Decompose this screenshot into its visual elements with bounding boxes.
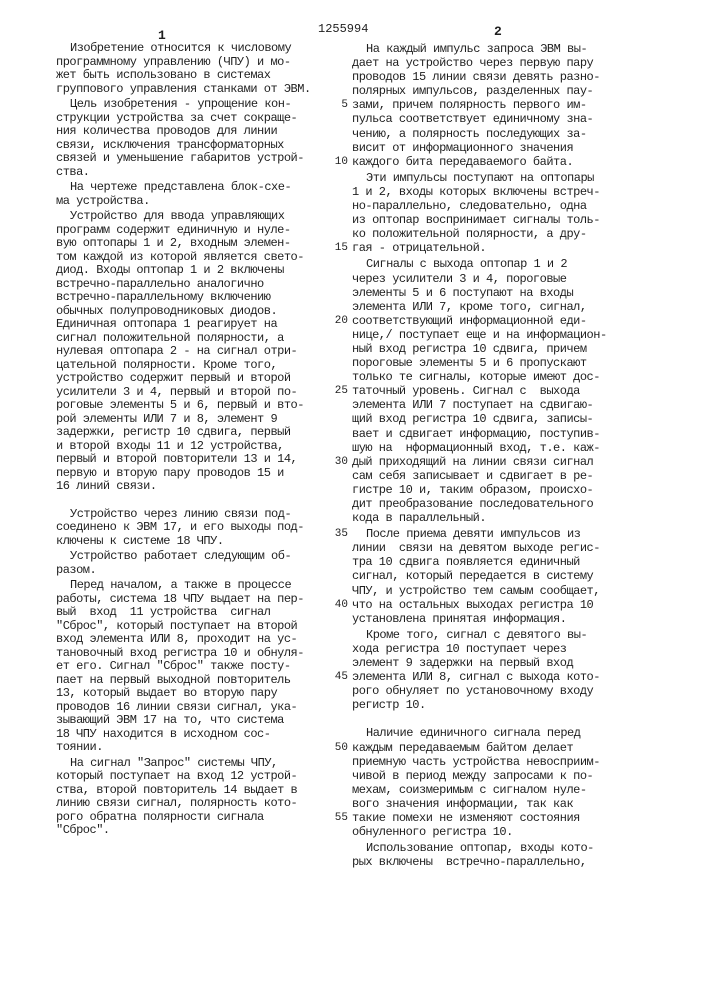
line-text: вую оптопары 1 и 2, входным элемен- [56,236,291,250]
text-line [352,726,652,740]
line-text: встречно-параллельному включению [56,290,270,304]
text-line [352,497,652,511]
text-line [56,83,328,97]
paragraph [56,42,328,96]
line-text: гая - отрицательной. [352,241,486,255]
line-text: хода регистра 10 поступает через [352,642,566,656]
line-text: рой элементы ИЛИ 7 и 8, элемент 9 [56,412,277,426]
text-line [352,227,652,241]
line-text: полярных импульсов, разделенных пау- [352,84,593,98]
line-text: что на остальных выходах регистра 10 [352,598,593,612]
margin-line-number: 30 [332,455,348,469]
text-line [56,413,328,427]
line-text: встречно-параллельно аналогично [56,277,264,291]
line-text: Единичная оптопара 1 реагирует на [56,317,277,331]
text-line [56,620,328,634]
text-line [56,579,328,593]
line-text: вого значения информации, так как [352,797,573,811]
line-text: обычных полупроводниковых диодов. [56,304,277,318]
text-line [352,469,652,483]
margin-line-number: 55 [332,811,348,825]
text-line [56,784,328,798]
text-line [352,455,652,469]
line-text: Эти импульсы поступают на оптопары [366,171,594,185]
line-text: линии связи на девятом выходе регис- [352,541,600,555]
text-line [352,855,652,869]
left-text-column [56,40,328,838]
text-line [352,628,652,642]
text-line [56,714,328,728]
text-line [352,199,652,213]
text-line [352,98,652,112]
text-line [56,359,328,373]
line-text: тра 10 сдвига появляется единичный [352,555,580,569]
text-line [56,195,328,209]
line-text: дит преобразование последовательного [352,497,593,511]
text-line [56,453,328,467]
text-line [352,684,652,698]
text-line [56,166,328,180]
right-page-number: 2 [494,24,502,39]
line-text: такие помехи не изменяют состояния [352,811,580,825]
line-text: работы, система 18 ЧПУ выдает на пер- [56,592,304,606]
line-text: первый и второй повторители 13 и 14, [56,452,297,466]
text-line [352,811,652,825]
line-text: пороговые элементы 5 и 6 пропускают [352,356,587,370]
line-text: Устройство работает следующим об- [70,549,291,563]
line-text: струкции устройства за счет сокраще- [56,111,297,125]
line-text: разом. [56,563,96,577]
line-text: рого обратна полярности сигнала [56,810,264,824]
text-line [352,555,652,569]
line-text: 1 и 2, входы которых включены встреч- [352,185,600,199]
text-line [352,370,652,384]
text-line [352,42,652,56]
text-line [352,598,652,612]
line-text: Цель изобретения - упрощение кон- [70,97,291,111]
text-line [56,372,328,386]
line-text: таточный уровень. Сигнал с выхода [352,384,580,398]
text-line [352,642,652,656]
text-line [56,278,328,292]
paragraph [56,210,328,494]
text-line [352,841,652,855]
text-line [56,56,328,70]
line-text: группового управления станками от ЭВМ. [56,82,311,96]
line-text: Наличие единичного сигнала перед [366,726,580,740]
paragraph [352,841,652,869]
text-line [352,56,652,70]
line-text: который поступает на вход 12 устрой- [56,769,297,783]
text-line [56,770,328,784]
line-text: том каждой из которой является свето- [56,250,304,264]
line-text: "Сброс". [56,823,110,837]
patent-number: 1255994 [318,22,368,36]
text-line [56,42,328,56]
text-line [56,181,328,195]
text-line [352,825,652,839]
paragraph [56,550,328,577]
line-text: каждого бита передаваемого байта. [352,155,573,169]
line-text: тоянии. [56,740,103,754]
paragraph [56,98,328,179]
line-text: зами, причем полярность первого им- [352,98,587,112]
text-line [56,291,328,305]
line-text: гистре 10 и, таким образом, происхо- [352,483,593,497]
line-text: сигнал, который передается в систему [352,569,593,583]
line-text: ства. [56,165,90,179]
line-text: Кроме того, сигнал с девятого вы- [366,628,587,642]
text-line [56,728,328,742]
text-line [56,593,328,607]
line-text: Перед началом, а также в процессе [70,578,291,592]
margin-line-number: 10 [332,155,348,169]
text-line [352,328,652,342]
line-text: На чертеже представлена блок-схе- [70,180,291,194]
line-text: цательной полярности. Кроме того, [56,358,277,372]
text-line [56,125,328,139]
line-text: ма устройства. [56,194,150,208]
line-text: пульса соответствует единичному зна- [352,112,593,126]
text-line [352,569,652,583]
line-text: связей и уменьшение габаритов устрой- [56,151,304,165]
line-text: первую и вторую пару проводов 15 и [56,466,284,480]
text-line [352,412,652,426]
line-text: пает на первый выходной повторитель [56,673,291,687]
line-text: но-параллельно, следовательно, одна [352,199,587,213]
line-text: ЧПУ, и устройство тем самым сообщает, [352,584,600,598]
line-text: диод. Входы оптопар 1 и 2 включены [56,263,284,277]
line-text: На сигнал "Запрос" системы ЧПУ, [70,756,278,770]
paragraph [56,181,328,208]
line-text: ния количества проводов для линии [56,124,277,138]
text-line [352,797,652,811]
text-line [56,224,328,238]
paragraph [352,42,652,169]
line-text: чивой в период между запросами к по- [352,769,593,783]
paragraph [352,628,652,713]
text-line [56,139,328,153]
text-line [352,769,652,783]
text-line [56,741,328,755]
paragraph [352,527,652,626]
line-text: рых включены встречно-параллельно, [352,855,587,869]
text-line [56,660,328,674]
line-text: устройство содержит первый и второй [56,371,291,385]
margin-line-number: 20 [332,314,348,328]
text-line [56,797,328,811]
text-line [352,741,652,755]
line-text: ет его. Сигнал "Сброс" также посту- [56,659,291,673]
line-text: мехам, соизмеримым с сигналом нуле- [352,783,587,797]
text-line [56,687,328,701]
text-line [352,314,652,328]
line-text: 16 линий связи. [56,479,157,493]
line-text: ко положительной полярности, а дру- [352,227,587,241]
margin-line-number: 5 [332,98,348,112]
text-line [352,612,652,626]
text-line [56,98,328,112]
line-text: Устройство для ввода управляющих [70,209,284,223]
line-text: программ содержит единичную и нуле- [56,223,291,237]
text-line [352,185,652,199]
text-line [352,286,652,300]
line-text: ства, второй повторитель 14 выдает в [56,783,297,797]
line-text: 18 ЧПУ находится в исходном сос- [56,727,270,741]
text-line [56,521,328,535]
line-text: Устройство через линию связи под- [70,507,291,521]
line-text: ный вход регистра 10 сдвига, причем [352,342,587,356]
text-line [352,783,652,797]
line-text: Использование оптопар, входы кото- [366,841,594,855]
margin-line-number: 25 [332,384,348,398]
line-text: тановочный вход регистра 10 и обнуля- [56,646,304,660]
line-text: каждым передаваемым байтом делает [352,741,573,755]
text-line [352,384,652,398]
paragraph [352,171,652,256]
line-text: дый приходящий на линии связи сигнал [352,455,593,469]
line-text: вход элемента ИЛИ 8, проходит на ус- [56,632,297,646]
text-line [56,332,328,346]
text-line [352,342,652,356]
text-line [56,318,328,332]
line-text: Изобретение относится к числовому [70,41,291,55]
line-text: "Сброс", который поступает на второй [56,619,297,633]
line-text: нулевая оптопара 2 - на сигнал отри- [56,344,297,358]
line-text: нице,/ поступает еще и на информацион- [352,328,607,342]
text-line [352,141,652,155]
line-text: элементы 5 и 6 поступают на входы [352,286,573,300]
text-line [352,541,652,555]
line-text: кода в параллельный. [352,511,486,525]
text-line [56,824,328,838]
line-text: усилители 3 и 4, первый и второй по- [56,385,297,399]
text-line [56,264,328,278]
text-line [352,300,652,314]
line-text: щий вход регистра 10 сдвига, записы- [352,412,593,426]
margin-line-number: 35 [332,527,348,541]
text-line [56,757,328,771]
paragraph [56,757,328,838]
text-line [352,272,652,286]
text-line [352,511,652,525]
line-text: из оптопар воспринимает сигналы толь- [352,213,600,227]
margin-line-number: 15 [332,241,348,255]
paragraph [56,508,328,549]
line-text: сигнал положительной полярности, а [56,331,284,345]
line-text: установлена принятая информация. [352,612,566,626]
text-line [352,656,652,670]
line-text: элемента ИЛИ 8, сигнал с выхода кото- [352,670,600,684]
text-line [56,508,328,522]
text-line [352,698,652,712]
margin-line-number: 50 [332,741,348,755]
line-text: линию связи сигнал, полярность кото- [56,796,297,810]
text-line [56,251,328,265]
paragraph [352,726,652,839]
line-text: проводов 15 линии связи девять разно- [352,70,600,84]
line-text: Сигналы с выхода оптопар 1 и 2 [366,257,567,271]
line-text: дает на устройство через первую пару [352,56,593,70]
text-line [352,241,652,255]
text-line [56,550,328,564]
line-text: программному управлению (ЧПУ) и мо- [56,55,291,69]
text-line [352,127,652,141]
text-line [352,755,652,769]
text-line [56,811,328,825]
text-line [352,257,652,271]
text-line [352,483,652,497]
text-line [56,535,328,549]
text-line [56,69,328,83]
line-text: через усилители 3 и 4, пороговые [352,272,566,286]
text-line [352,70,652,84]
line-text: элемента ИЛИ 7, кроме того, сигнал, [352,300,587,314]
text-line [56,345,328,359]
text-line [56,440,328,454]
text-line [56,674,328,688]
text-line [56,305,328,319]
line-text: На каждый импульс запроса ЭВМ вы- [366,42,587,56]
line-text: висит от информационного значения [352,141,573,155]
line-text: проводов 16 линии связи сигнал, ука- [56,700,297,714]
text-line [56,112,328,126]
text-line [352,155,652,169]
line-text: роговые элементы 5 и 6, первый и вто- [56,398,304,412]
line-text: чению, а полярность последующих за- [352,127,587,141]
paragraph [352,257,652,525]
line-text: жет быть использовано в системах [56,68,270,82]
line-text: вает и сдвигает информацию, поступив- [352,427,600,441]
line-text: и второй входы 11 и 12 устройства, [56,439,284,453]
line-text: регистр 10. [352,698,426,712]
text-line [352,112,652,126]
line-text: соответствующий информационной еди- [352,314,587,328]
text-line [56,399,328,413]
line-text: шую на нформационный вход, т.е. каж- [352,441,600,455]
left-page-number: 1 [158,28,166,43]
line-text: сам себя записывает и сдвигает в ре- [352,469,593,483]
text-line [56,426,328,440]
text-line [352,584,652,598]
paragraph [56,579,328,755]
line-text: соединено к ЭВМ 17, и его выходы под- [56,520,304,534]
line-text: только те сигналы, которые имеют дос- [352,370,600,384]
line-text: После приема девяти импульсов из [366,527,580,541]
text-line [56,467,328,481]
text-line [56,647,328,661]
line-text: ключены к системе 18 ЧПУ. [56,534,224,548]
text-line [352,84,652,98]
text-line [56,701,328,715]
line-text: элемент 9 задержки на первый вход [352,656,573,670]
text-line [56,633,328,647]
line-text: приемную часть устройства невосприим- [352,755,600,769]
text-line [56,386,328,400]
text-line [352,527,652,541]
line-text: 13, который выдает во вторую пару [56,686,277,700]
line-text: связи, исключения трансформаторных [56,138,284,152]
line-text: обнуленного регистра 10. [352,825,513,839]
text-line [56,152,328,166]
line-text: вый вход 11 устройства сигнал [56,605,270,619]
text-line [56,606,328,620]
margin-line-number: 40 [332,598,348,612]
line-text: задержки, регистр 10 сдвига, первый [56,425,291,439]
text-line [352,398,652,412]
text-line [56,210,328,224]
text-line [352,427,652,441]
right-text-column [352,40,652,869]
text-line [352,670,652,684]
text-line [56,480,328,494]
text-line [352,441,652,455]
text-line [352,356,652,370]
line-text: зывающий ЭВМ 17 на то, что система [56,713,284,727]
text-line [352,213,652,227]
line-text: рого обнуляет по установочному входу [352,684,593,698]
text-line [56,564,328,578]
line-text: элемента ИЛИ 7 поступает на сдвигаю- [352,398,593,412]
text-line [352,171,652,185]
text-line [56,237,328,251]
margin-line-number: 45 [332,670,348,684]
